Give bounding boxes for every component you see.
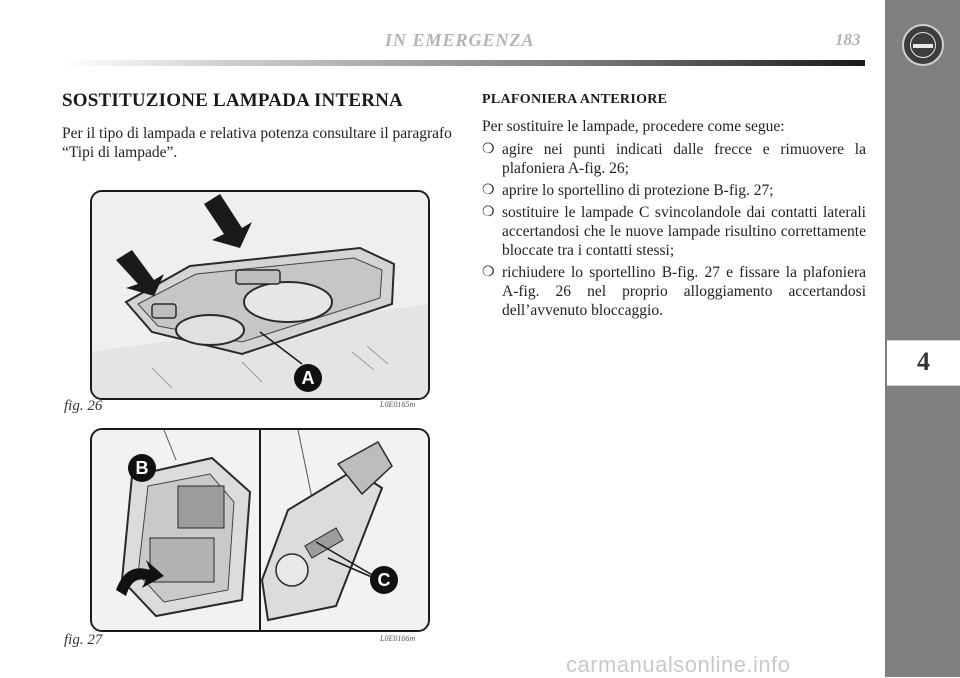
step-text: agire nei punti indicati dalle frecce e rimuovere la plafoniera A-fig. 26; <box>502 141 866 177</box>
ceiling-light-illustration <box>92 192 428 398</box>
subsection-title: PLAFONIERA ANTERIORE <box>482 92 668 107</box>
steps-intro: Per sostituire le lampade, procedere come segue: <box>482 118 785 135</box>
callout-b <box>128 454 156 482</box>
list-item <box>482 203 866 260</box>
step-text: sostituire le lampade C svincolandole dai contatti laterali accertandosi che le nuove lampade risultino correttamente bloccate tra i contatti stessi; <box>502 204 866 259</box>
figure-27-caption: fig. 27 <box>64 632 103 648</box>
list-item <box>482 140 866 178</box>
figure-27-code: L0E0166m <box>380 634 416 643</box>
bullet-circle-icon: ❍ <box>482 265 495 280</box>
callout-c-label: C <box>377 570 391 590</box>
chapter-tab-4[interactable] <box>887 340 960 386</box>
section-title: SOSTITUZIONE LAMPADA INTERNA <box>62 90 403 111</box>
figure-26-code: L0E0165m <box>380 400 416 409</box>
chapter-side-strip <box>885 0 960 677</box>
callout-c <box>370 566 398 594</box>
lancia-logo-icon <box>902 24 944 66</box>
bullet-circle-icon: ❍ <box>482 183 495 198</box>
logo-bar <box>913 44 933 48</box>
intro-paragraph: Per il tipo di lampada e relativa potenza consultare il paragrafo “Tipi di lampade”. <box>62 125 452 161</box>
list-item <box>482 181 866 200</box>
step-text: richiudere lo sportellino B-fig. 27 e fissare la plafoniera A-fig. 26 nel proprio alloggiamento accertandosi dell’avvenuto bloccaggio. <box>502 264 866 319</box>
logo-shield <box>910 32 936 58</box>
watermark: carmanualsonline.info <box>566 652 791 677</box>
callout-a <box>294 364 322 392</box>
figure-26-caption: fig. 26 <box>64 398 103 414</box>
step-text: aprire lo sportellino di protezione B-fig. 27; <box>502 182 774 199</box>
bullet-circle-icon: ❍ <box>482 205 495 220</box>
figure-26-illustration <box>90 190 430 400</box>
page-number: 183 <box>835 30 861 49</box>
bullet-circle-icon: ❍ <box>482 142 495 157</box>
callout-b-label: B <box>135 458 149 478</box>
list-item <box>482 263 866 320</box>
running-title: IN EMERGENZA <box>385 30 535 50</box>
step-list <box>482 140 866 323</box>
callout-a-label: A <box>301 368 315 388</box>
chapter-number: 4 <box>917 347 930 376</box>
header-rule <box>62 60 865 66</box>
